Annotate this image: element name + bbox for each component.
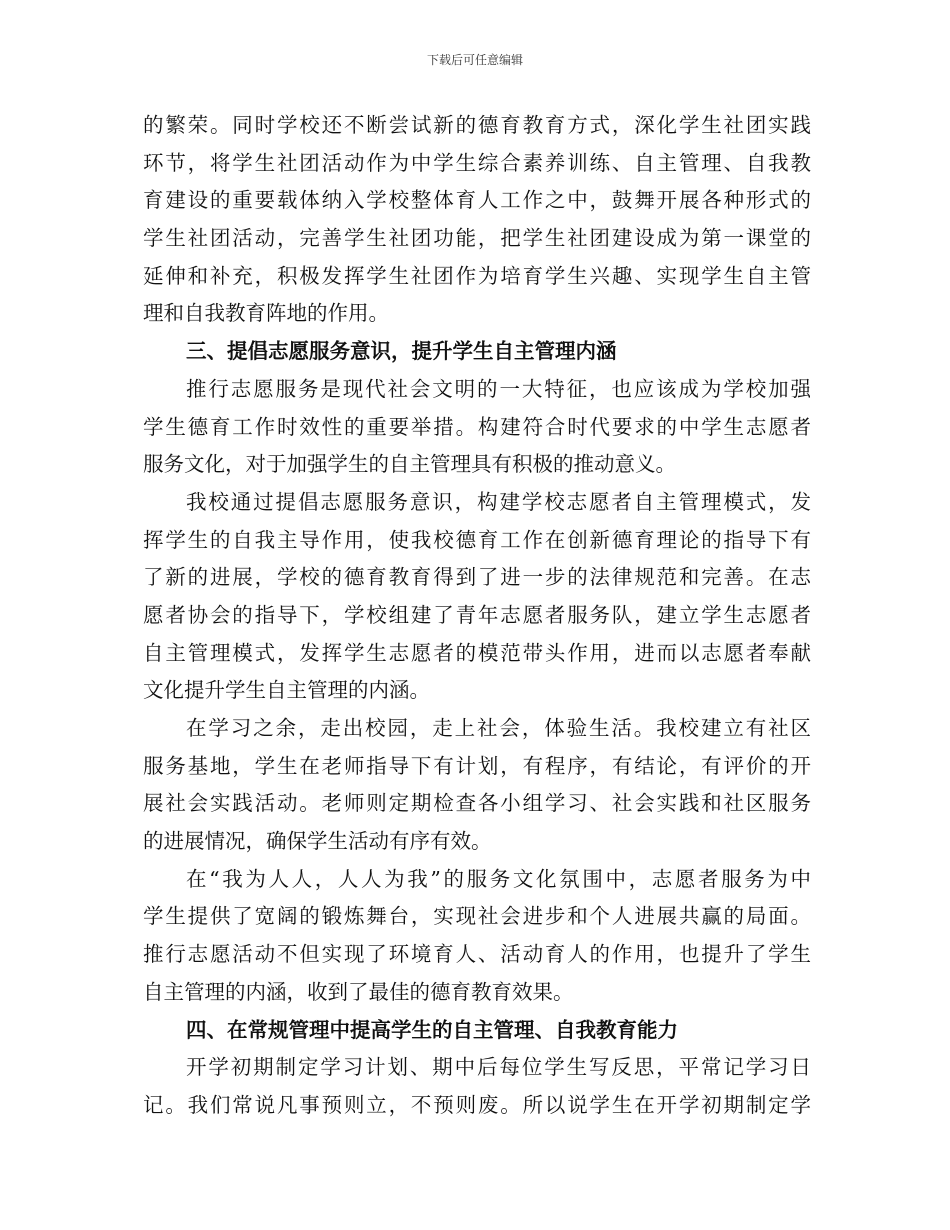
paragraph-line: 服务基地，学生在老师指导下有计划，有程序，有结论，有评价的开	[143, 753, 811, 778]
document-body	[143, 107, 811, 1125]
paragraph-line: 自主管理的内涵，收到了最佳的德育教育效果。	[143, 979, 574, 1004]
paragraph-line: 理和自我教育阵地的作用。	[143, 301, 389, 326]
paragraph-line: 的进展情况，确保学生活动有序有效。	[143, 829, 492, 854]
paragraph-line: 推行志愿活动不但实现了环境育人、活动育人的作用，也提升了学生	[143, 942, 811, 967]
paragraph-line: 在“我为人人，人人为我”的服务文化氛围中，志愿者服务为中	[186, 866, 811, 891]
paragraph-line: 延伸和补充，积极发挥学生社团作为培育学生兴趣、实现学生自主管	[143, 263, 811, 288]
paragraph-line: 学生德育工作时效性的重要举措。构建符合时代要求的中学生志愿者	[143, 414, 811, 439]
paragraph-line: 文化提升学生自主管理的内涵。	[143, 678, 430, 703]
paragraph-line: 学生提供了宽阔的锻炼舞台，实现社会进步和个人进展共赢的局面。	[143, 904, 811, 929]
paragraph-line: 展社会实践活动。老师则定期检查各小组学习、社会实践和社区服务	[143, 791, 811, 816]
paragraph-line: 挥学生的自我主导作用，使我校德育工作在创新德育理论的指导下有	[143, 527, 811, 552]
paragraph-line: 记。我们常说凡事预则立，不预则废。所以说学生在开学初期制定学	[143, 1092, 811, 1117]
paragraph-line: 育建设的重要载体纳入学校整体育人工作之中，鼓舞开展各种形式的	[143, 188, 811, 213]
paragraph-line: 了新的进展，学校的德育教育得到了进一步的法律规范和完善。在志	[143, 565, 811, 590]
section-heading: 三、提倡志愿服务意识，提升学生自主管理内涵	[186, 339, 617, 364]
section-heading: 四、在常规管理中提高学生的自主管理、自我教育能力	[186, 1017, 678, 1042]
paragraph-line: 自主管理模式，发挥学生志愿者的模范带头作用，进而以志愿者奉献	[143, 640, 811, 665]
paragraph-line: 愿者协会的指导下，学校组建了青年志愿者服务队，建立学生志愿者	[143, 602, 811, 627]
paragraph-line: 在学习之余，走出校园，走上社会，体验生活。我校建立有社区	[186, 716, 811, 740]
paragraph-line: 开学初期制定学习计划、期中后每位学生写反思，平常记学习日	[186, 1055, 811, 1080]
paragraph-line: 环节，将学生社团活动作为中学生综合素养训练、自主管理、自我教	[143, 150, 811, 175]
page-header: 下载后可任意编辑	[426, 53, 523, 67]
paragraph-line: 的繁荣。同时学校还不断尝试新的德育教育方式，深化学生社团实践	[143, 113, 811, 137]
paragraph-line: 服务文化，对于加强学生的自主管理具有积极的推动意义。	[143, 452, 676, 477]
paragraph-line: 学生社团活动，完善学生社团功能，把学生社团建设成为第一课堂的	[143, 226, 811, 251]
paragraph-line: 我校通过提倡志愿服务意识，构建学校志愿者自主管理模式，发	[186, 489, 811, 514]
paragraph-line: 推行志愿服务是现代社会文明的一大特征，也应该成为学校加强	[186, 376, 811, 401]
